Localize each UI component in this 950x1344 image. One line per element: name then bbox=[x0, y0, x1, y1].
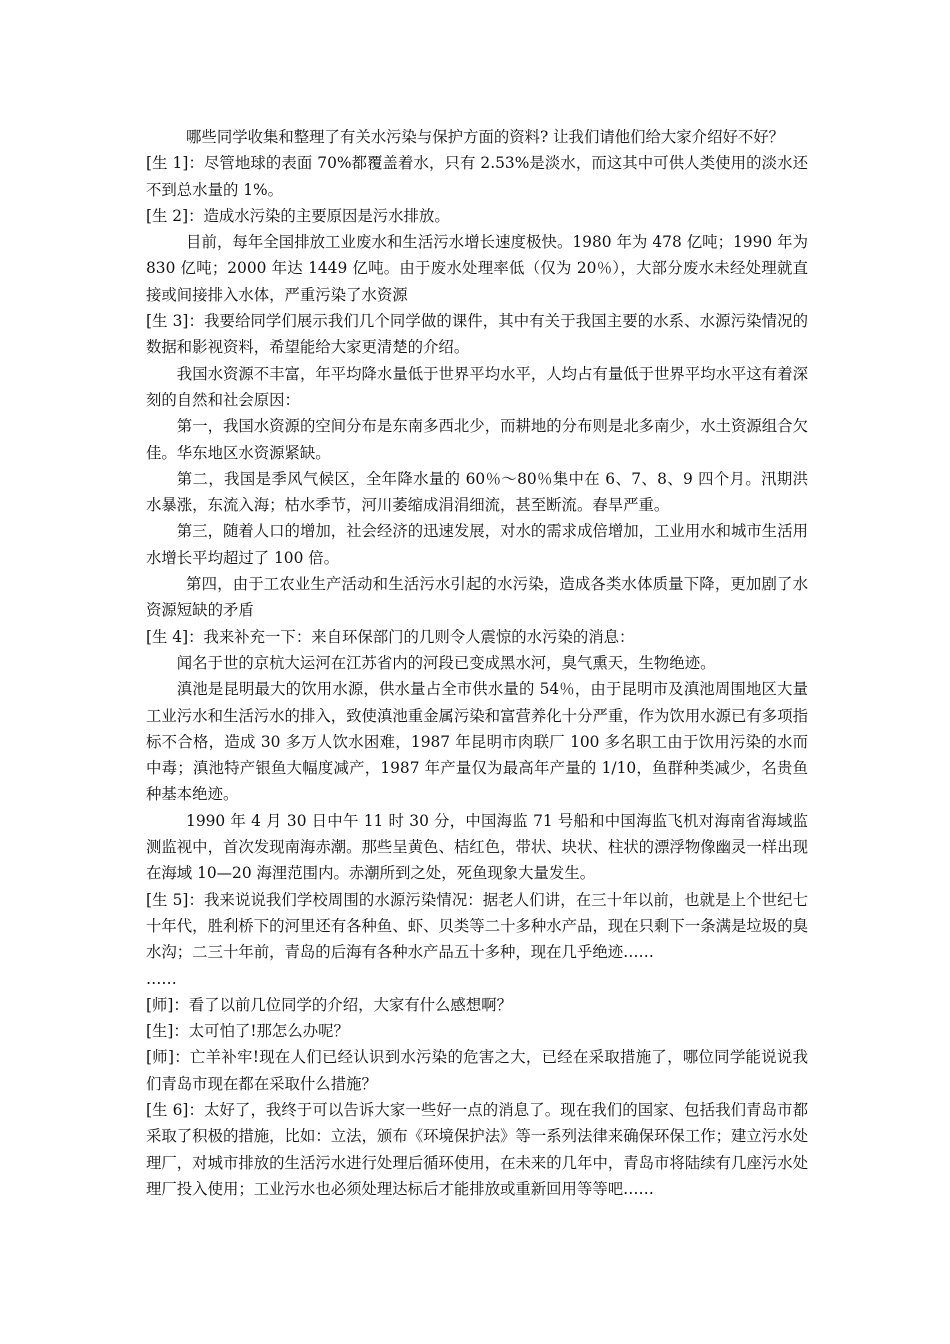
paragraph-dianchi: 滇池是昆明最大的饮用水源，供水量占全市供水量的 54％，由于昆明市及滇池周围地区大量工业污水和生活污水的排入，致使滇池重金属污染和富营养化十分严重，作为饮用水源已有多项指标不合格，造成 30 多万人饮水困难，1987 年昆明市肉联厂 100 多名职工由于饮用污染的水而中毒；滇池特产银鱼大幅度减产，1987 年产量仅为最高年产量的 1/10，鱼群种类减少，名贵鱼种基本绝迹。 bbox=[146, 680, 808, 804]
paragraph-red-tide: 1990 年 4 月 30 日中午 11 时 30 分，中国海监 71 号船和中国海监飞机对海南省海域监测监视中，首次发现南海赤潮。那些呈黄色、桔红色，带状、块状、柱状的漂浮物像幽灵一样出现在海域 10—20 海浬范围内。赤潮所到之处，死鱼现象大量发生。 bbox=[146, 811, 808, 883]
paragraph-water-resources: 我国水资源不丰富，年平均降水量低于世界平均水平，人均占有量低于世界平均水平这有着深刻的自然和社会原因： bbox=[146, 364, 808, 409]
paragraph-teacher-2: [师]：亡羊补牢!现在人们已经认识到水污染的危害之大，已经在采取措施了，哪位同学能说说我们青岛市现在都在采取什么措施？ bbox=[146, 1048, 808, 1093]
paragraph-student-6: [生 6]：太好了，我终于可以告诉大家一些好一点的消息了。现在我们的国家、包括我们青岛市都采取了积极的措施，比如：立法，颁布《环境保护法》等一系列法律来确保环保工作；建立污水处理厂，对城市排放的生活污水进行处理后循环使用，在未来的几年中，青岛市将陆续有几座污水处理厂投入使用；工业污水也必须处理达标后才能排放或重新回用等等吧…… bbox=[146, 1100, 808, 1198]
paragraph-ellipsis: …… bbox=[146, 969, 177, 988]
paragraph-student-5: [生 5]：我来说说我们学校周围的水源污染情况：据老人们讲，在三十年以前，也就是上个世纪七十年代，胜利桥下的河里还有各种鱼、虾、贝类等二十多种水产品，现在只剩下一条满是垃圾的臭水沟；二三十年前，青岛的后海有各种水产品五十多种，现在几乎绝迹…… bbox=[146, 890, 808, 962]
paragraph-student-3: [生 3]：我要给同学们展示我们几个同学做的课件，其中有关于我国主要的水系、水源污染情况的数据和影视资料，希望能给大家更清楚的介绍。 bbox=[146, 312, 808, 357]
paragraph-intro-question: 哪些同学收集和整理了有关水污染与保护方面的资料? 让我们请他们给大家介绍好不好？ bbox=[186, 128, 785, 146]
paragraph-reason-3: 第三，随着人口的增加，社会经济的迅速发展，对水的需求成倍增加，工业用水和城市生活用水增长平均超过了 100 倍。 bbox=[146, 522, 808, 567]
paragraph-reason-2: 第二，我国是季风气候区，全年降水量的 60％～80％集中在 6、7、8、9 四个月。汛期洪水暴涨，东流入海；枯水季节，河川萎缩成涓涓细流，甚至断流。春旱严重。 bbox=[146, 469, 808, 515]
paragraph-teacher-1: [师]：看了以前几位同学的介绍，大家有什么感想啊？ bbox=[146, 995, 512, 1014]
paragraph-grand-canal: 闻名于世的京杭大运河在江苏省内的河段已变成黑水河，臭气熏天，生物绝迹。 bbox=[176, 653, 716, 672]
paragraph-reason-4: 第四，由于工农业生产活动和生活污水引起的水污染，造成各类水体质量下降，更加剧了水资源短缺的矛盾 bbox=[146, 575, 808, 620]
paragraph-wastewater-stats: 目前，每年全国排放工业废水和生活污水增长速度极快。1980 年为 478 亿吨；1990 年为 830 亿吨；2000 年达 1449 亿吨。由于废水处理率低（仅为 20％），大部分废水未经处理就直接或间接排入水体，严重污染了水资源 bbox=[146, 233, 808, 304]
paragraph-students-reply: [生]：太可怕了!那怎么办呢？ bbox=[146, 1022, 349, 1041]
document-page bbox=[146, 124, 808, 1202]
paragraph-student-1: [生 1]：尽管地球的表面 70%都覆盖着水，只有 2.53%是淡水，而这其中可供人类使用的淡水还不到总水量的 1%。 bbox=[146, 154, 808, 199]
paragraph-reason-1: 第一，我国水资源的空间分布是东南多西北少，而耕地的分布则是北多南少，水土资源组合欠佳。华东地区水资源紧缺。 bbox=[146, 417, 808, 462]
paragraph-student-4: [生 4]：我来补充一下：来自环保部门的几则令人震惊的水污染的消息： bbox=[146, 627, 635, 646]
paragraph-student-2: [生 2]：造成水污染的主要原因是污水排放。 bbox=[146, 206, 450, 225]
